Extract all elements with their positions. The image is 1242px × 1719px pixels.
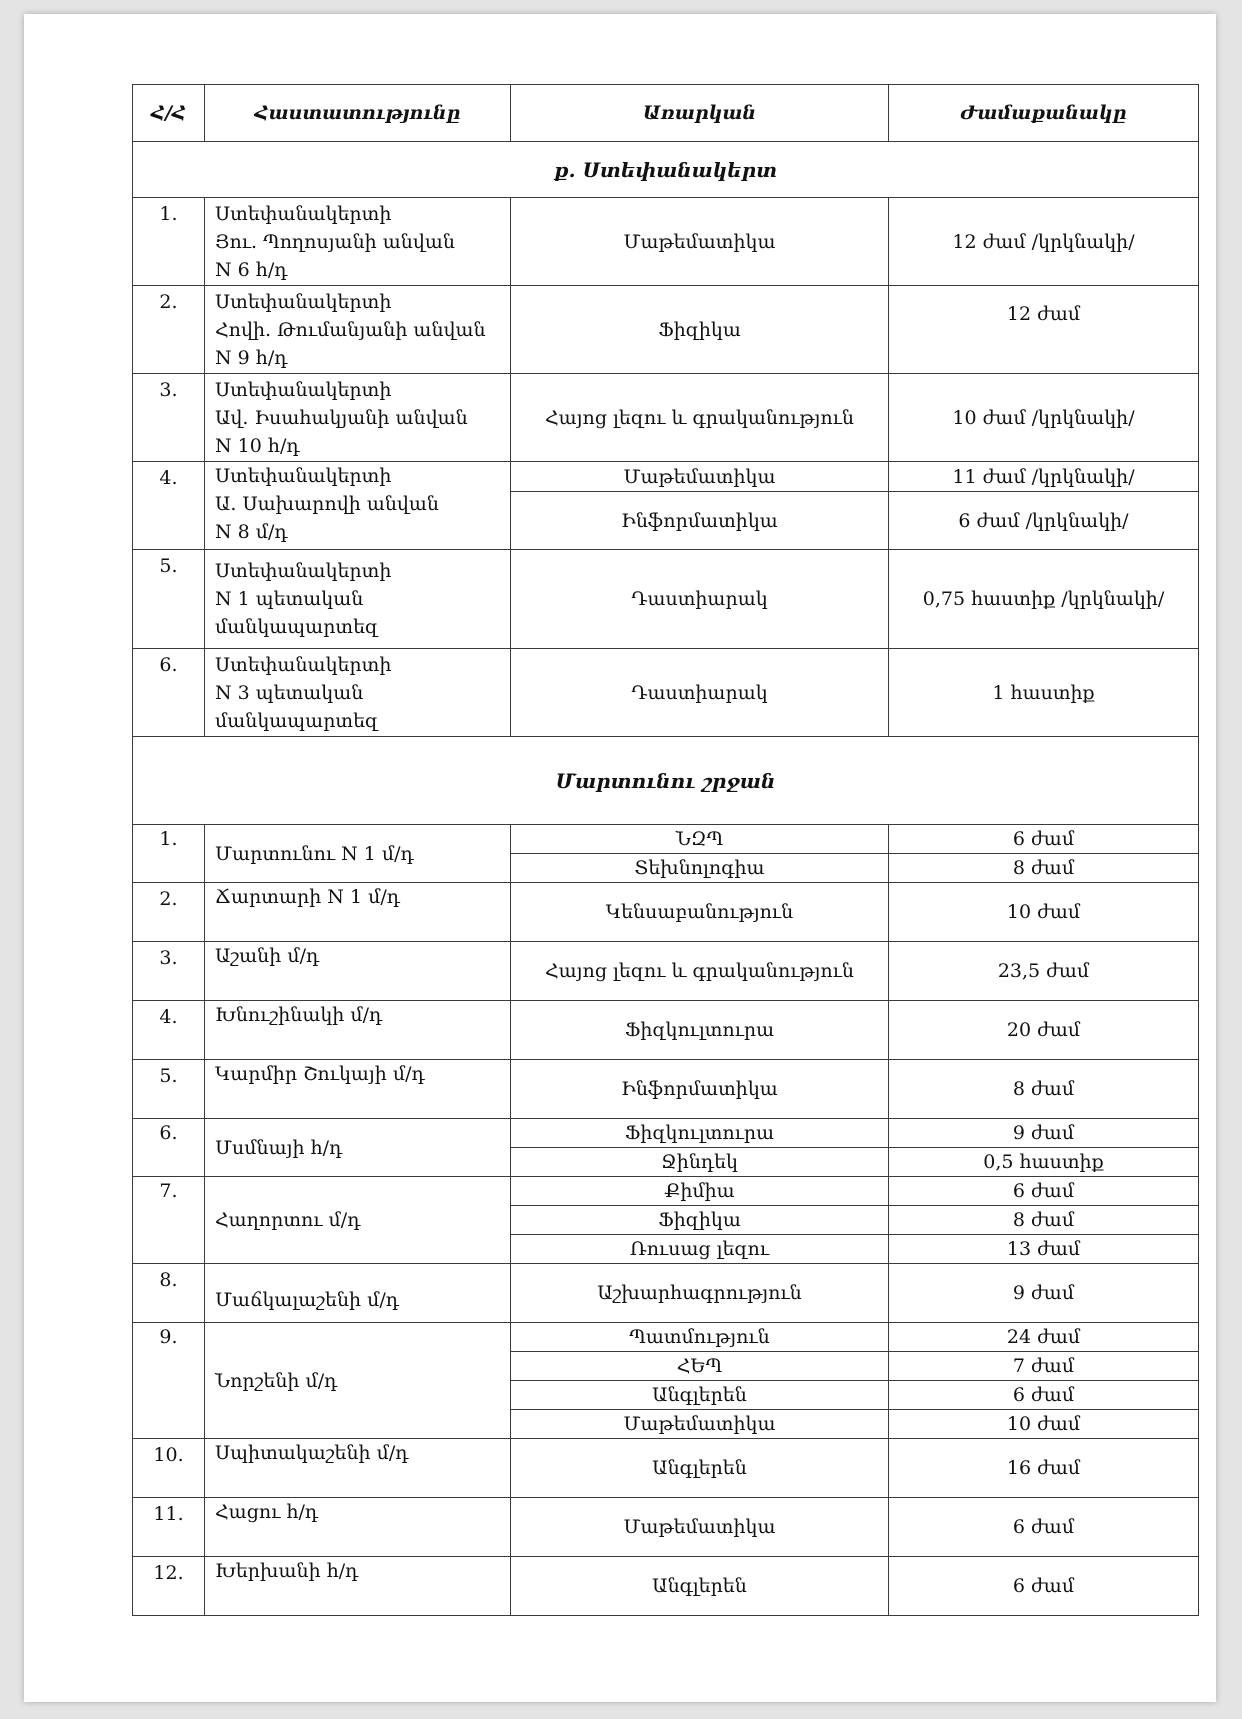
table-row (133, 462, 1199, 492)
institution-line: N 8 մ/դ (215, 521, 288, 543)
hours-cell: 16 ժամ (889, 1439, 1199, 1498)
subject-cell: Ինֆորմատիկա (511, 492, 889, 550)
section-title: Մարտունու շրջան (133, 737, 1199, 825)
hours-cell: 6 ժամ (889, 1177, 1199, 1206)
institution-line: Ստեփանակերտի (215, 560, 392, 582)
row-number: 5. (133, 1060, 205, 1119)
row-number: 2. (133, 883, 205, 942)
hours-cell: 9 ժամ (889, 1119, 1199, 1148)
institution-cell: Խերխանի հ/դ (205, 1557, 511, 1616)
row-number: 1. (133, 825, 205, 883)
institution-cell (205, 198, 511, 286)
row-number: 3. (133, 374, 205, 462)
subject-cell: Քիմիա (511, 1177, 889, 1206)
subject-cell: Դաստիարակ (511, 550, 889, 649)
hours-cell: 23,5 ժամ (889, 942, 1199, 1001)
hours-cell: 0,75 հաստիք /կրկնակի/ (889, 550, 1199, 649)
hours-cell: 10 ժամ /կրկնակի/ (889, 374, 1199, 462)
institution-line: Ստեփանակերտի (215, 290, 392, 313)
institution-line: մանկապարտեզ (215, 709, 379, 732)
institution-line: N 6 հ/դ (215, 258, 288, 281)
row-number: 6. (133, 649, 205, 737)
hours-cell: 12 ժամ /կրկնակի/ (889, 198, 1199, 286)
hours-cell: 1 հաստիք (889, 649, 1199, 737)
row-number: 6. (133, 1119, 205, 1177)
hours-cell: 6 ժամ (889, 1557, 1199, 1616)
hours-cell: 8 ժամ (889, 1206, 1199, 1235)
subject-cell: Տեխնոլոգիա (511, 854, 889, 883)
subject-cell: Դաստիարակ (511, 649, 889, 737)
section-title: ք. Ստեփանակերտ (133, 142, 1199, 198)
hours-cell: 6 ժամ (889, 1498, 1199, 1557)
subject-cell: ՆԶՊ (511, 825, 889, 854)
subject-cell: Ֆիզիկա (511, 286, 889, 374)
subject-cell: Ֆիզկուլտուրա (511, 1001, 889, 1060)
table-row (133, 1264, 1199, 1323)
institution-cell: Հաղորտու մ/դ (205, 1177, 511, 1264)
header-institution: Հաստատությունը (205, 85, 511, 142)
subject-cell: Անգլերեն (511, 1557, 889, 1616)
subject-cell: Կենսաբանություն (511, 883, 889, 942)
hours-cell: 6 ժամ (889, 1381, 1199, 1410)
institution-line: N 1 պետական (215, 588, 364, 610)
row-number: 10. (133, 1439, 205, 1498)
row-number: 5. (133, 550, 205, 649)
institution-cell: Կարմիր Շուկայի մ/դ (205, 1060, 511, 1119)
institution-line: Հովի. Թումանյանի անվան (215, 318, 486, 341)
row-number: 7. (133, 1177, 205, 1264)
table-row (133, 1439, 1199, 1498)
hours-cell: 12 ժամ (889, 286, 1199, 374)
table-header-row (133, 85, 1199, 142)
hours-cell: 11 ժամ /կրկնակի/ (889, 462, 1199, 492)
hours-cell: 13 ժամ (889, 1235, 1199, 1264)
hours-cell: 9 ժամ (889, 1264, 1199, 1323)
table-row (133, 825, 1199, 854)
institution-line: N 10 հ/դ (215, 434, 300, 457)
institution-line: Յու. Պողոսյանի անվան (215, 230, 455, 253)
subject-cell: Անգլերեն (511, 1439, 889, 1498)
institution-line: N 9 հ/դ (215, 346, 288, 369)
subject-cell: Ջինդեկ (511, 1148, 889, 1177)
header-num: Հ/Հ (133, 85, 205, 142)
table-row (133, 374, 1199, 462)
row-number: 3. (133, 942, 205, 1001)
section-row-martuni (133, 737, 1199, 825)
hours-cell: 20 ժամ (889, 1001, 1199, 1060)
subject-cell: Հայոց լեզու և գրականություն (511, 374, 889, 462)
institution-line: Ստեփանակերտի (215, 653, 392, 676)
institution-cell (205, 374, 511, 462)
institution-line: Ստեփանակերտի (215, 378, 392, 401)
hours-cell: 24 ժամ (889, 1323, 1199, 1352)
row-number: 4. (133, 1001, 205, 1060)
institution-cell: Սպիտակաշենի մ/դ (205, 1439, 511, 1498)
institution-cell: Ճարտարի N 1 մ/դ (205, 883, 511, 942)
institution-cell (205, 462, 511, 550)
hours-cell: 8 ժամ (889, 1060, 1199, 1119)
subject-cell: Պատմություն (511, 1323, 889, 1352)
hours-cell: 7 ժամ (889, 1352, 1199, 1381)
institution-cell (205, 649, 511, 737)
table-row (133, 942, 1199, 1001)
section-row-stepanakert (133, 142, 1199, 198)
subject-cell: Ռուսաց լեզու (511, 1235, 889, 1264)
subject-cell: Ֆիզիկա (511, 1206, 889, 1235)
subject-cell: Մաթեմատիկա (511, 198, 889, 286)
row-number: 1. (133, 198, 205, 286)
subject-cell: ՀԵՊ (511, 1352, 889, 1381)
hours-cell: 10 ժամ (889, 883, 1199, 942)
row-number: 2. (133, 286, 205, 374)
table-row (133, 1177, 1199, 1206)
table-row (133, 1060, 1199, 1119)
subject-cell: Մաթեմատիկա (511, 1498, 889, 1557)
table-row (133, 1323, 1199, 1352)
hours-cell: 8 ժամ (889, 854, 1199, 883)
institution-cell: Նորշենի մ/դ (205, 1323, 511, 1439)
hours-cell: 0,5 հաստիք (889, 1148, 1199, 1177)
institution-cell: Աշանի մ/դ (205, 942, 511, 1001)
hours-cell: 10 ժամ (889, 1410, 1199, 1439)
table-row (133, 198, 1199, 286)
institution-cell: Մարտունու N 1 մ/դ (205, 825, 511, 883)
subject-cell: Աշխարհագրություն (511, 1264, 889, 1323)
institution-cell (205, 286, 511, 374)
row-number: 11. (133, 1498, 205, 1557)
row-number: 9. (133, 1323, 205, 1439)
table-row (133, 550, 1199, 649)
table-row (133, 1498, 1199, 1557)
institution-cell: Հացու հ/դ (205, 1498, 511, 1557)
institution-line: Ստեփանակերտի (215, 202, 392, 225)
subject-cell: Ֆիզկուլտուրա (511, 1119, 889, 1148)
table-row (133, 1557, 1199, 1616)
subject-cell: Ինֆորմատիկա (511, 1060, 889, 1119)
row-number: 8. (133, 1264, 205, 1323)
row-number: 12. (133, 1557, 205, 1616)
institution-cell: Մսմնայի հ/դ (205, 1119, 511, 1177)
table-row (133, 649, 1199, 737)
row-number: 4. (133, 462, 205, 550)
subject-cell: Մաթեմատիկա (511, 462, 889, 492)
table-row (133, 883, 1199, 942)
header-hours: Ժամաքանակը (889, 85, 1199, 142)
institution-cell (205, 550, 511, 649)
institution-cell: Խնուշինակի մ/դ (205, 1001, 511, 1060)
hours-cell: 6 ժամ /կրկնակի/ (889, 492, 1199, 550)
vacancy-table (132, 84, 1199, 1616)
table-row (133, 1119, 1199, 1148)
institution-line: Ա. Սախարովի անվան (215, 493, 439, 515)
subject-cell: Անգլերեն (511, 1381, 889, 1410)
table-row (133, 1001, 1199, 1060)
institution-cell: Մաճկալաշենի մ/դ (205, 1264, 511, 1323)
institution-line: N 3 պետական (215, 681, 364, 704)
hours-cell: 6 ժամ (889, 825, 1199, 854)
institution-line: Ստեփանակերտի (215, 465, 392, 487)
subject-cell: Հայոց լեզու և գրականություն (511, 942, 889, 1001)
institution-line: մանկապարտեզ (215, 616, 379, 638)
institution-line: Ավ. Իսահակյանի անվան (215, 406, 468, 429)
header-subject: Առարկան (511, 85, 889, 142)
subject-cell: Մաթեմատիկա (511, 1410, 889, 1439)
table-row (133, 286, 1199, 374)
document-page (24, 14, 1216, 1702)
